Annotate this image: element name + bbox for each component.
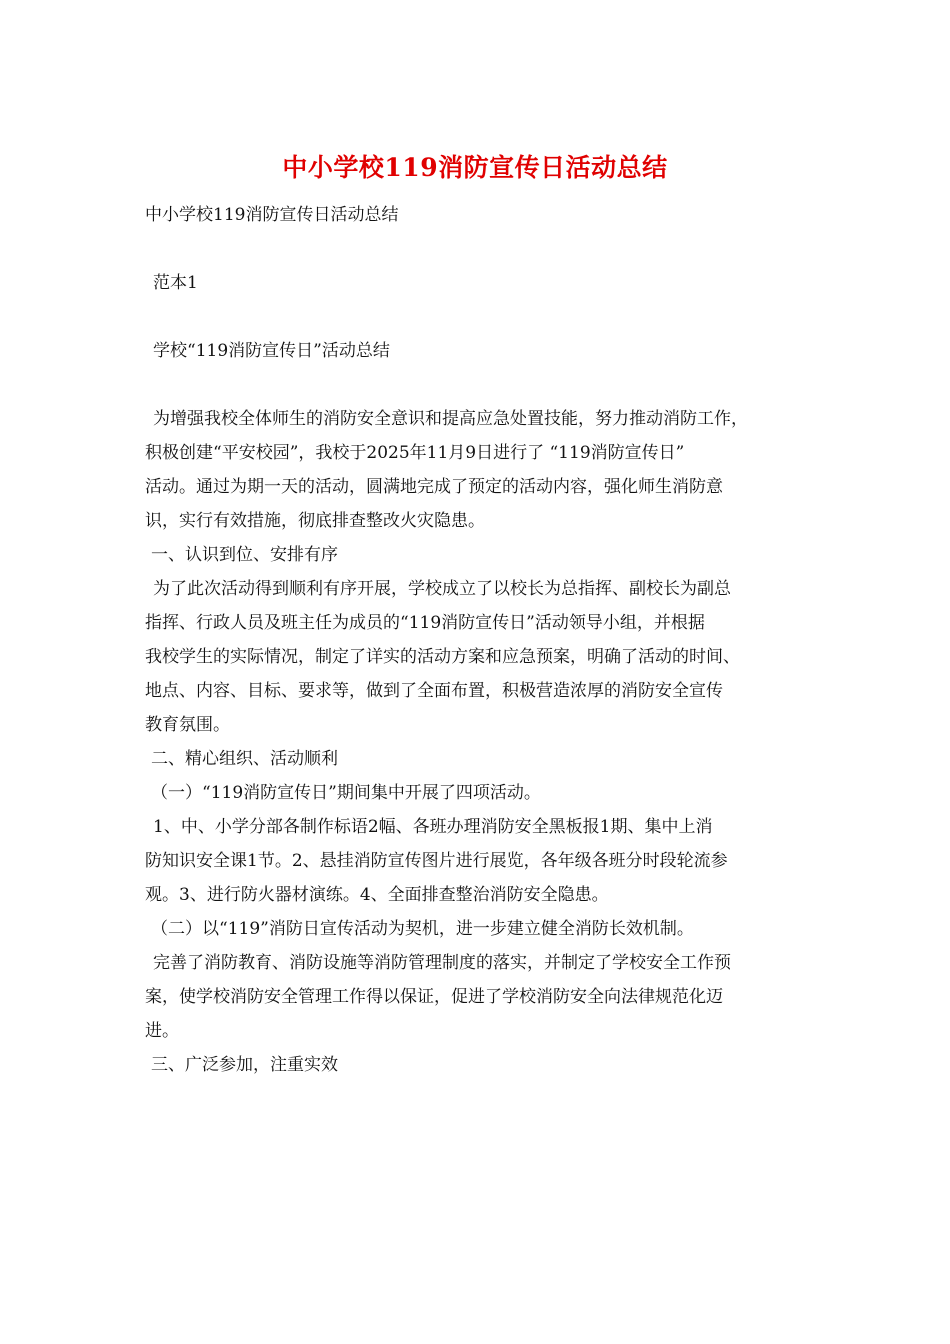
section-heading: 一、认识到位、安排有序	[151, 545, 338, 565]
subsection-line: 1、中、小学分部各制作标语2幅、各班办理消防安全黑板报1期、集中上消	[153, 817, 713, 837]
subsection-line: 防知识安全课1节。2、悬挂消防宣传图片进行展览，各年级各班分时段轮流参	[145, 851, 728, 871]
section-line: 指挥、行政人员及班主任为成员的“119消防宣传日”活动领导小组，并根据	[145, 613, 705, 633]
section-line: 地点、内容、目标、要求等，做到了全面布置，积极营造浓厚的消防安全宣传	[145, 681, 723, 701]
subsection-line: 完善了消防教育、消防设施等消防管理制度的落实，并制定了学校安全工作预	[153, 953, 731, 973]
subsection-heading: （一）“119消防宣传日”期间集中开展了四项活动。	[151, 783, 541, 803]
subsection-line: 案，使学校消防安全管理工作得以保证，促进了学校消防安全向法律规范化迈	[145, 987, 723, 1007]
section-line: 教育氛围。	[145, 715, 230, 735]
intro-line: 为增强我校全体师生的消防安全意识和提高应急处置技能，努力推动消防工作，	[153, 409, 748, 429]
subsection-line: 观。3、进行防火器材演练。4、全面排查整治消防安全隐患。	[145, 885, 609, 905]
summary-heading: 学校“119消防宣传日”活动总结	[153, 341, 390, 361]
document-title: 中小学校119消防宣传日活动总结	[282, 153, 668, 182]
intro-line: 识，实行有效措施，彻底排查整改火灾隐患。	[145, 511, 485, 531]
intro-line: 积极创建“平安校园”，我校于2025年11月9日进行了 “119消防宣传日”	[145, 443, 685, 463]
document-subtitle: 中小学校119消防宣传日活动总结	[145, 205, 399, 225]
document-body	[145, 198, 825, 1082]
intro-line: 活动。通过为期一天的活动，圆满地完成了预定的活动内容，强化师生消防意	[145, 477, 723, 497]
section-line: 我校学生的实际情况，制定了详实的活动方案和应急预案，明确了活动的时间、	[145, 647, 740, 667]
section-heading: 二、精心组织、活动顺利	[151, 749, 338, 769]
subsection-line: 进。	[145, 1021, 179, 1041]
section-line: 为了此次活动得到顺利有序开展，学校成立了以校长为总指挥、副校长为副总	[153, 579, 731, 599]
section-heading: 三、广泛参加，注重实效	[151, 1055, 338, 1075]
sample-label: 范本1	[153, 273, 198, 293]
subsection-heading: （二）以“119”消防日宣传活动为契机，进一步建立健全消防长效机制。	[151, 919, 694, 939]
